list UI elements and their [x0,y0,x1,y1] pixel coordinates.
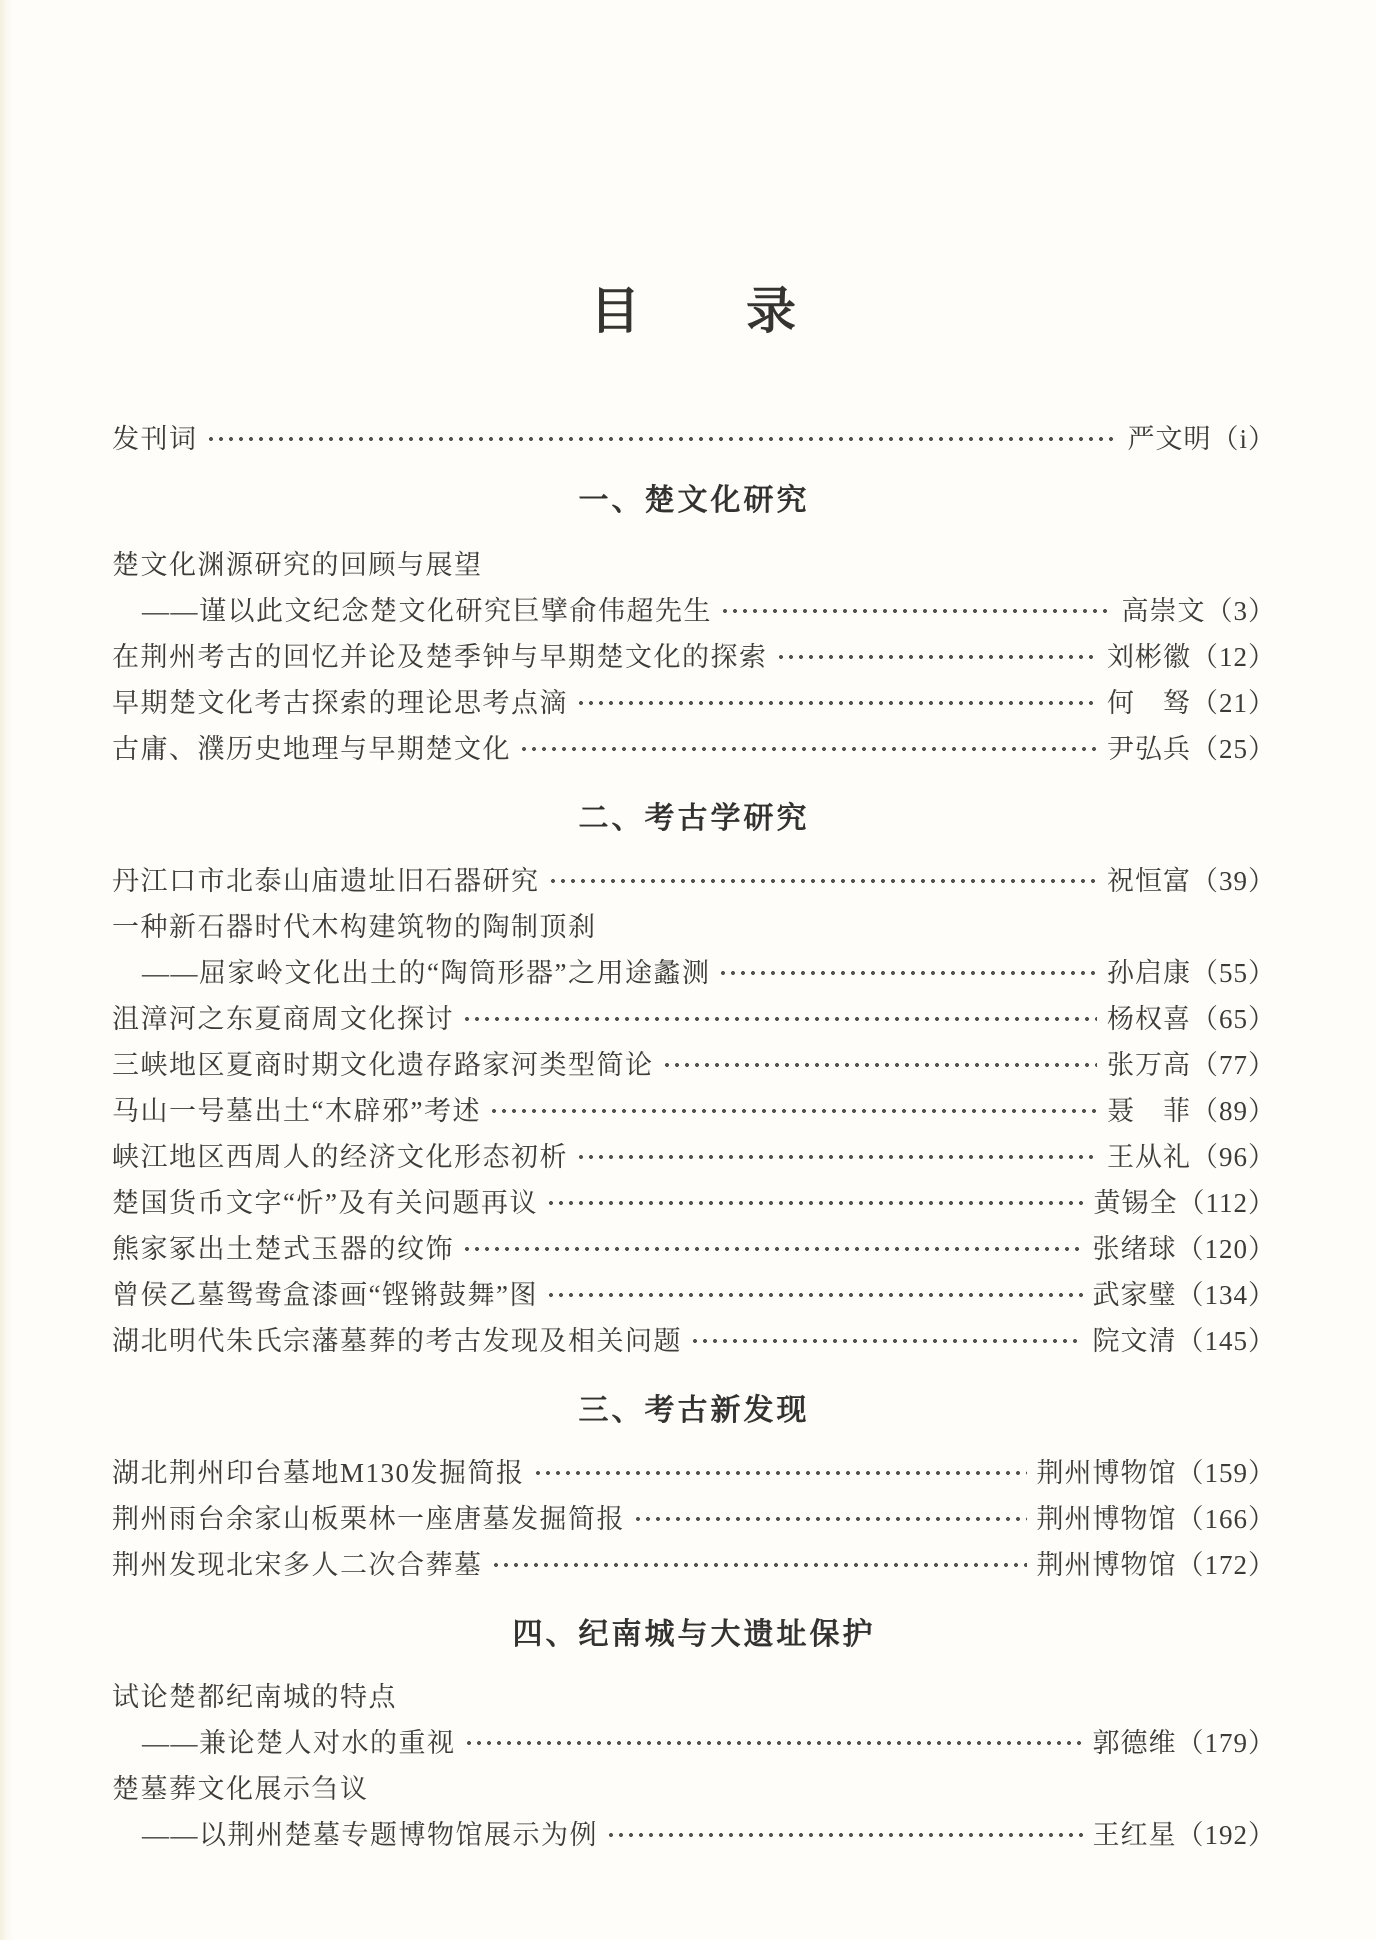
entry-author-page: 张万高（77） [1107,1050,1276,1080]
toc-entry [112,1272,1276,1318]
dot-leader [548,858,1098,904]
dot-leader [633,1496,1027,1542]
toc-entry [112,726,1276,772]
dot-leader [606,1812,1083,1858]
toc-entry [112,1134,1276,1180]
toc-entry [112,634,1276,680]
toc-entry [112,1226,1276,1272]
entry-author-page: 黄锡全（112） [1093,1188,1276,1218]
entry-author-page: 荆州博物馆（172） [1036,1550,1276,1580]
dot-leader [546,1180,1084,1226]
dot-leader [491,1542,1027,1588]
dot-leader [720,588,1112,634]
entry-author-page: 王红星（192） [1092,1820,1276,1850]
section-heading-1: 一、楚文化研究 [578,484,810,517]
entry-author-page: 聂 菲（89） [1107,1096,1276,1126]
entry-title: 早期楚文化考古探索的理论思考点滴 [112,688,568,718]
entry-author-page: 荆州博物馆（166） [1036,1504,1276,1534]
entry-title: 丹江口市北泰山庙遗址旧石器研究 [112,866,540,896]
dot-leader [489,1088,1097,1134]
entry-author-page: 何 驽（21） [1107,688,1276,718]
entry-author-page: 武家璧（134） [1092,1280,1276,1310]
section-heading-3: 三、考古新发现 [578,1394,810,1427]
entry-title: 楚墓葬文化展示刍议 [112,1774,369,1804]
section-heading-4: 四、纪南城与大遗址保护 [512,1618,876,1651]
dot-leader [546,1272,1083,1318]
toc-entry [112,1766,1276,1812]
entry-author-page: 郭德维（179） [1092,1728,1276,1758]
dot-leader [576,1134,1097,1180]
entry-title: 三峡地区夏商时期文化遗存路家河类型简论 [112,1050,654,1080]
entry-title: 荆州发现北宋多人二次合葬墓 [112,1550,483,1580]
dot-leader [519,726,1097,772]
entry-author-page: 王从礼（96） [1107,1142,1276,1172]
toc-entry [112,1088,1276,1134]
entry-author-page: 院文清（145） [1092,1326,1276,1356]
page-title: 目 录 [590,283,798,339]
dot-leader [533,1450,1027,1496]
dot-leader [462,1226,1083,1272]
toc-entry [112,1318,1276,1364]
entry-title: 楚国货币文字“忻”及有关问题再议 [112,1188,538,1218]
entry-author-page: 祝恒富（39） [1107,866,1276,896]
entry-author-page: 孙启康（55） [1107,958,1276,988]
dot-leader [690,1318,1083,1364]
entry-author-page: 尹弘兵（25） [1107,734,1276,764]
entry-title: 古庸、濮历史地理与早期楚文化 [112,734,511,764]
toc-entry-subtitle [112,588,1276,634]
toc-entry [112,1542,1276,1588]
toc-entry [112,1042,1276,1088]
toc-entry [112,1674,1276,1720]
entry-title: 发刊词 [112,424,198,454]
dot-leader [206,416,1118,462]
entry-author-page: 杨权喜（65） [1107,1004,1276,1034]
toc-entry [112,1450,1276,1496]
toc-entry [112,542,1276,588]
entry-author-page: 高崇文（3） [1121,596,1276,626]
toc-entry-subtitle [112,1812,1276,1858]
toc-entry-subtitle [112,1720,1276,1766]
entry-title: 湖北明代朱氏宗藩墓葬的考古发现及相关问题 [112,1326,682,1356]
entry-title: 沮漳河之东夏商周文化探讨 [112,1004,454,1034]
entry-author-page: 荆州博物馆（159） [1036,1458,1276,1488]
entry-subtitle: ——屈家岭文化出土的“陶筒形器”之用途蠡测 [142,958,711,988]
toc-entry [112,904,1276,950]
entry-subtitle: ——以荆州楚墓专题博物馆展示为例 [142,1820,598,1850]
dot-leader [462,996,1097,1042]
entry-title: 马山一号墓出土“木辟邪”考述 [112,1096,481,1126]
entry-subtitle: ——谨以此文纪念楚文化研究巨擘俞伟超先生 [142,596,712,626]
toc-entry [112,858,1276,904]
section-heading-2: 二、考古学研究 [578,802,810,835]
entry-author-page: 严文明（i） [1127,424,1276,454]
entry-title: 曾侯乙墓鸳鸯盒漆画“铿锵鼓舞”图 [112,1280,538,1310]
toc-entry [112,1496,1276,1542]
toc-entry [112,1180,1276,1226]
dot-leader [776,634,1098,680]
toc-entry [112,680,1276,726]
dot-leader [576,680,1097,726]
entry-title: 试论楚都纪南城的特点 [112,1682,397,1712]
dot-leader [662,1042,1098,1088]
entry-title: 楚文化渊源研究的回顾与展望 [112,550,483,580]
entry-title: 熊家冢出土楚式玉器的纹饰 [112,1234,454,1264]
entry-title: 一种新石器时代木构建筑物的陶制顶刹 [112,912,597,942]
toc-entry [112,996,1276,1042]
entry-title: 峡江地区西周人的经济文化形态初析 [112,1142,568,1172]
entry-title: 在荆州考古的回忆并论及楚季钟与早期楚文化的探索 [112,642,768,672]
entry-title: 湖北荆州印台墓地M130发掘简报 [112,1458,525,1488]
entry-subtitle: ——兼论楚人对水的重视 [142,1728,456,1758]
toc-entry-foreword [112,416,1276,462]
entry-title: 荆州雨台余家山板栗林一座唐墓发掘简报 [112,1504,625,1534]
dot-leader [718,950,1097,996]
entry-author-page: 张绪球（120） [1092,1234,1276,1264]
toc-entry-subtitle [112,950,1276,996]
dot-leader [464,1720,1083,1766]
entry-author-page: 刘彬徽（12） [1107,642,1276,672]
